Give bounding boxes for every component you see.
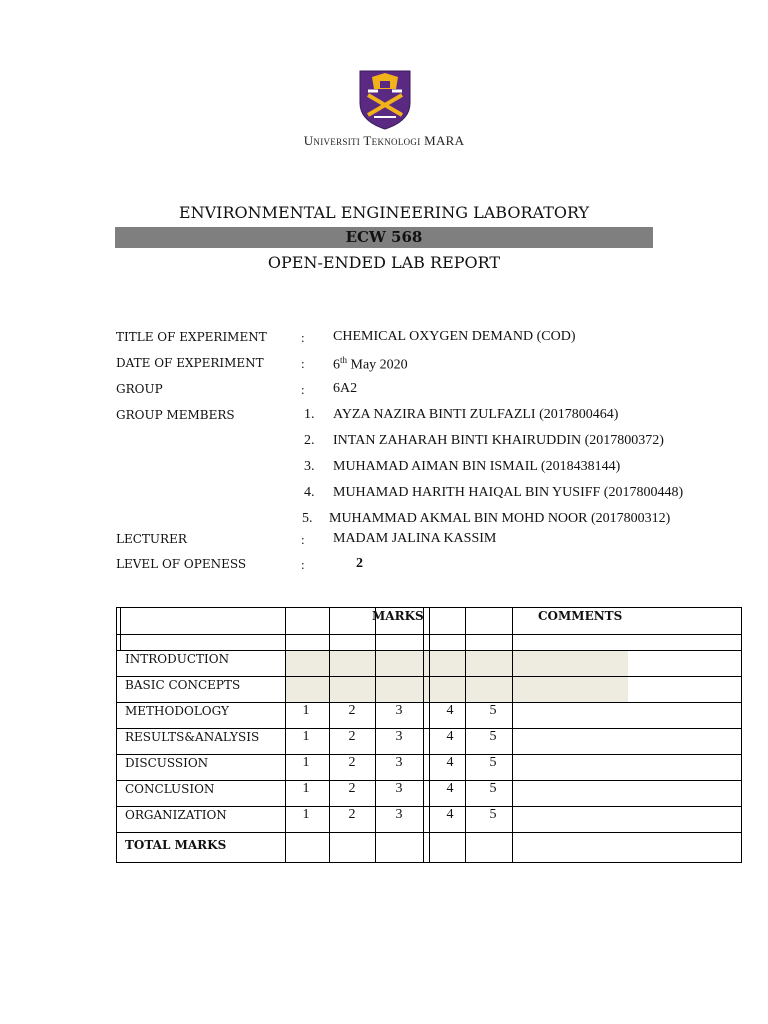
score-cell: 2 bbox=[348, 807, 356, 822]
score-cell: 1 bbox=[302, 703, 310, 718]
openess-label: LEVEL OF OPENESS bbox=[116, 557, 247, 571]
date-label: DATE OF EXPERIMENT bbox=[116, 356, 264, 370]
score-cell: 2 bbox=[348, 703, 356, 718]
marks-table bbox=[116, 607, 742, 863]
score-cell: 1 bbox=[302, 755, 310, 770]
row-label-results-analysis: RESULTS&ANALYSIS bbox=[125, 730, 260, 744]
score-cell: 3 bbox=[395, 703, 403, 718]
member-number: 2. bbox=[304, 433, 315, 448]
member-name: MUHAMAD AIMAN BIN ISMAIL (2018438144) bbox=[333, 459, 621, 474]
group-label: GROUP bbox=[116, 382, 163, 396]
score-cell: 4 bbox=[446, 755, 454, 770]
row-label-introduction: INTRODUCTION bbox=[125, 652, 230, 666]
score-cell: 1 bbox=[302, 781, 310, 796]
member-number: 1. bbox=[304, 407, 315, 422]
course-code: ECW 568 bbox=[345, 228, 423, 246]
row-label-conclusion: CONCLUSION bbox=[125, 782, 215, 796]
score-cell: 1 bbox=[302, 729, 310, 744]
openess-value: 2 bbox=[356, 556, 363, 571]
score-cell: 5 bbox=[489, 703, 497, 718]
colon: : bbox=[301, 356, 305, 371]
score-cell: 5 bbox=[489, 729, 497, 744]
row-label-basic-concepts: BASIC CONCEPTS bbox=[125, 678, 241, 692]
marks-header: MARKS bbox=[372, 609, 424, 623]
members-label: GROUP MEMBERS bbox=[116, 408, 235, 422]
score-cell: 4 bbox=[446, 703, 454, 718]
colon: : bbox=[301, 557, 305, 572]
score-cell: 5 bbox=[489, 807, 497, 822]
member-number: 5. bbox=[302, 511, 313, 526]
member-number: 4. bbox=[304, 485, 315, 500]
title-value: CHEMICAL OXYGEN DEMAND (COD) bbox=[333, 329, 576, 344]
score-cell: 3 bbox=[395, 755, 403, 770]
score-cell: 1 bbox=[302, 807, 310, 822]
lecturer-value: MADAM JALINA KASSIM bbox=[333, 531, 497, 546]
member-name: MUHAMMAD AKMAL BIN MOHD NOOR (2017800312) bbox=[329, 511, 671, 526]
row-label-methodology: METHODOLOGY bbox=[125, 704, 229, 718]
member-number: 3. bbox=[304, 459, 315, 474]
score-cell: 5 bbox=[489, 755, 497, 770]
row-label-organization: ORGANIZATION bbox=[125, 808, 227, 822]
member-name: MUHAMAD HARITH HAIQAL BIN YUSIFF (2017800448) bbox=[333, 485, 684, 500]
score-cell: 2 bbox=[348, 729, 356, 744]
report-type: OPEN-ENDED LAB REPORT bbox=[267, 253, 501, 272]
score-cell: 5 bbox=[489, 781, 497, 796]
date-value: 6th May 2020 bbox=[333, 355, 408, 373]
university-crest-logo bbox=[358, 69, 412, 131]
colon: : bbox=[301, 382, 305, 397]
score-cell: 3 bbox=[395, 807, 403, 822]
colon: : bbox=[301, 330, 305, 345]
colon: : bbox=[301, 532, 305, 547]
row-label-discussion: DISCUSSION bbox=[125, 756, 209, 770]
score-cell: 4 bbox=[446, 807, 454, 822]
score-cell: 4 bbox=[446, 781, 454, 796]
lecturer-label: LECTURER bbox=[116, 532, 187, 546]
score-cell: 3 bbox=[395, 781, 403, 796]
score-cell: 2 bbox=[348, 755, 356, 770]
lab-title: ENVIRONMENTAL ENGINEERING LABORATORY bbox=[178, 203, 590, 222]
member-name: INTAN ZAHARAH BINTI KHAIRUDDIN (2017800372) bbox=[333, 433, 664, 448]
member-name: AYZA NAZIRA BINTI ZULFAZLI (2017800464) bbox=[333, 407, 619, 422]
comments-header: COMMENTS bbox=[538, 609, 623, 623]
title-label: TITLE OF EXPERIMENT bbox=[116, 330, 267, 344]
score-cell: 2 bbox=[348, 781, 356, 796]
score-cell: 4 bbox=[446, 729, 454, 744]
university-name: Universiti Teknologi MARA bbox=[303, 133, 465, 148]
group-value: 6A2 bbox=[333, 381, 358, 396]
total-marks-label: TOTAL MARKS bbox=[125, 838, 227, 852]
score-cell: 3 bbox=[395, 729, 403, 744]
